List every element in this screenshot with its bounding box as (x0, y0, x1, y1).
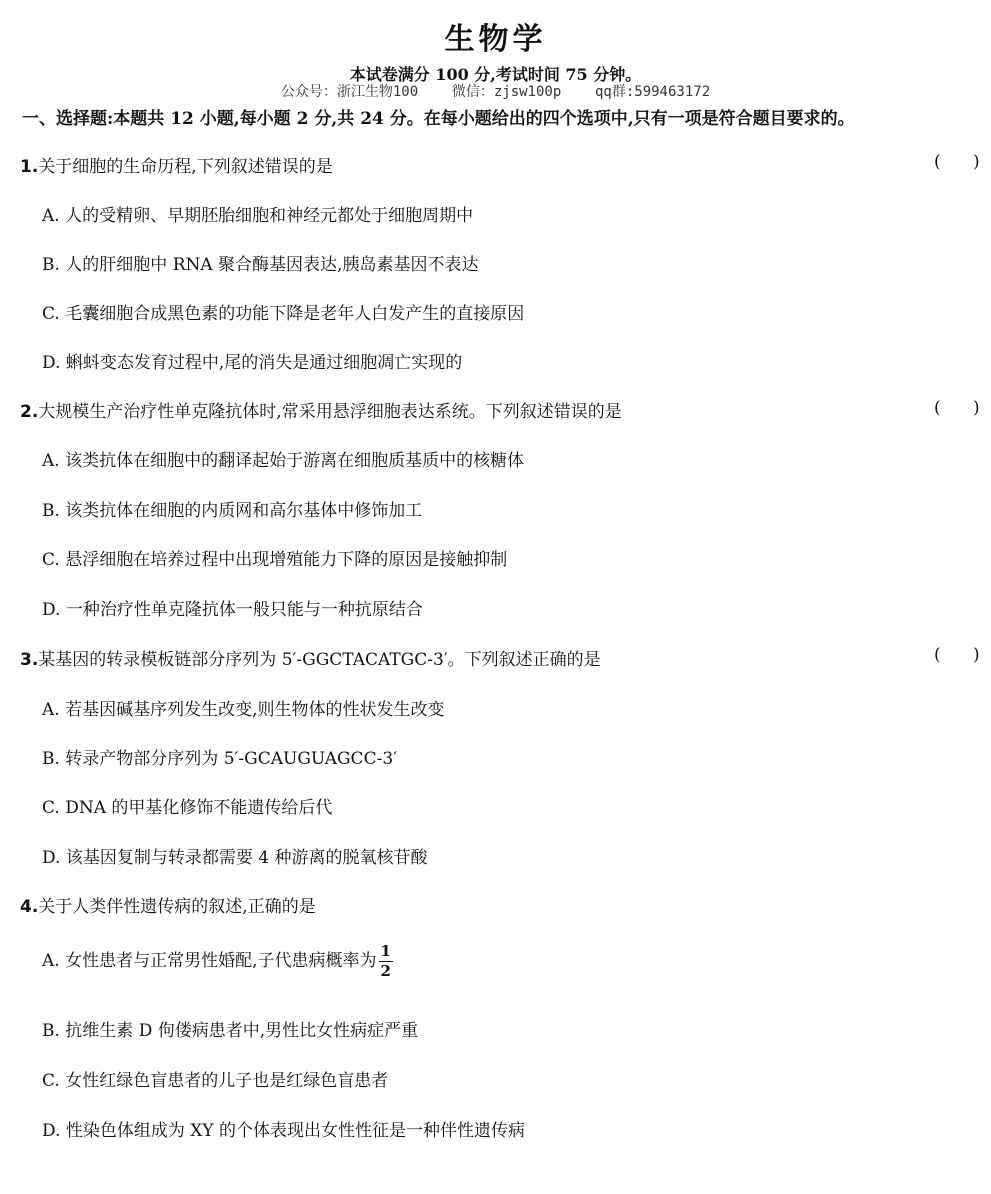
question-number: 3. (20, 650, 39, 670)
question-number: 4. (20, 897, 39, 917)
question-2-option-b: B. 该类抗体在细胞的内质网和高尔基体中修饰加工 (42, 501, 423, 521)
question-text: 某基因的转录模板链部分序列为 5′-GGCTACATGC-3′。下列叙述正确的是 (38, 650, 601, 670)
question-4-option-d: D. 性染色体组成为 XY 的个体表现出女性性征是一种伴性遗传病 (42, 1121, 525, 1141)
question-number: 1. (20, 157, 39, 177)
question-1-option-c: C. 毛囊细胞合成黑色素的功能下降是老年人白发产生的直接原因 (42, 304, 525, 324)
answer-bracket-3: ( ) (934, 645, 980, 665)
question-3-option-b: B. 转录产物部分序列为 5′-GCAUGUAGCC-3′ (42, 749, 397, 769)
question-1-option-a: A. 人的受精卵、早期胚胎细胞和神经元都处于细胞周期中 (42, 206, 474, 226)
page-title: 生物学 (444, 22, 547, 57)
question-3-option-d: D. 该基因复制与转录都需要 4 种游离的脱氧核苷酸 (42, 848, 428, 868)
question-2-option-c: C. 悬浮细胞在培养过程中出现增殖能力下降的原因是接触抑制 (42, 550, 508, 570)
answer-bracket-2: ( ) (934, 398, 980, 418)
question-text: 大规模生产治疗性单克隆抗体时,常采用悬浮细胞表达系统。下列叙述错误的是 (38, 402, 622, 422)
question-1-option-d: D. 蝌蚪变态发育过程中,尾的消失是通过细胞凋亡实现的 (42, 353, 463, 373)
option-text: A. 女性患者与正常男性婚配,子代患病概率为 (42, 951, 377, 971)
answer-bracket-1: ( ) (934, 152, 980, 172)
question-3-stem (20, 645, 601, 670)
question-4-stem (20, 892, 316, 917)
question-2-option-a: A. 该类抗体在细胞中的翻译起始于游离在细胞质基质中的核糖体 (42, 451, 525, 471)
question-1-option-b: B. 人的肝细胞中 RNA 聚合酶基因表达,胰岛素基因不表达 (42, 255, 479, 275)
section-heading: 一、选择题:本题共 12 小题,每小题 2 分,共 24 分。在每小题给出的四个选项中,只有一项是符合题目要求的。 (22, 109, 855, 129)
question-text: 关于人类伴性遗传病的叙述,正确的是 (38, 897, 316, 917)
contact-info: 公众号：浙江生物100 微信：zjsw100p qq群:599463172 (280, 84, 711, 100)
fraction-numerator: 1 (380, 942, 391, 960)
question-2-stem (20, 397, 622, 422)
question-1-stem (20, 152, 333, 177)
question-text: 关于细胞的生命历程,下列叙述错误的是 (38, 157, 333, 177)
question-4-option-b: B. 抗维生素 D 佝偻病患者中,男性比女性病症严重 (42, 1021, 419, 1041)
question-4-option-a (42, 944, 393, 979)
question-number: 2. (20, 402, 39, 422)
question-4-option-c: C. 女性红绿色盲患者的儿子也是红绿色盲患者 (42, 1071, 389, 1091)
fraction-denominator: 2 (380, 962, 391, 980)
fraction (379, 944, 393, 979)
question-3-option-c: C. DNA 的甲基化修饰不能遗传给后代 (42, 798, 333, 818)
exam-info: 本试卷满分 100 分,考试时间 75 分钟。 (349, 65, 642, 84)
question-2-option-d: D. 一种治疗性单克隆抗体一般只能与一种抗原结合 (42, 600, 423, 620)
question-3-option-a: A. 若基因碱基序列发生改变,则生物体的性状发生改变 (42, 700, 445, 720)
